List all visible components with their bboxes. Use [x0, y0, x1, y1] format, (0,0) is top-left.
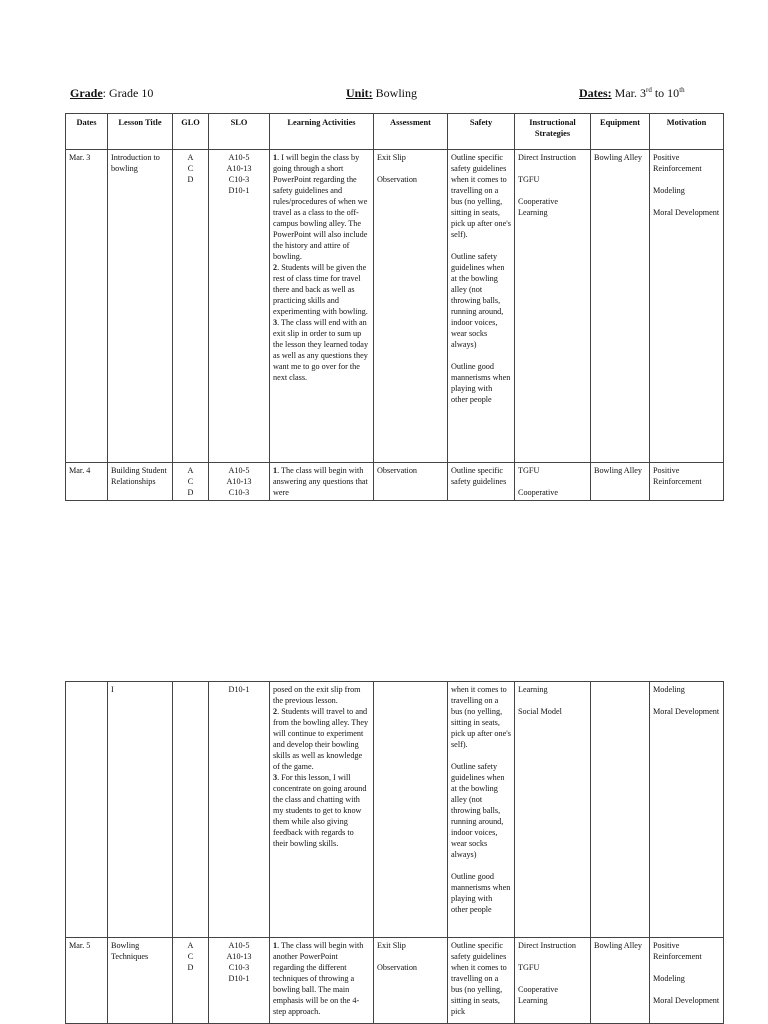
equipment-cell	[591, 682, 650, 938]
glo-item: A	[187, 941, 194, 950]
motivation-cell	[650, 682, 724, 938]
strategy-item: Direct Instruction	[518, 941, 576, 950]
table-row	[66, 150, 724, 463]
assessment-cell	[374, 682, 448, 938]
lesson-title-cell: Building Student Relationships	[108, 463, 173, 501]
safety-item: when it comes to travelling on a bus (no yelling, sitting in seats, pick up after one's self).	[451, 685, 511, 749]
glo-item: D	[187, 963, 194, 972]
date-cell: Mar. 4	[66, 463, 108, 501]
date-cell	[66, 682, 108, 938]
strategy-item: Cooperative	[518, 488, 559, 497]
strategies-cell	[515, 463, 591, 501]
motivation-cell	[650, 938, 724, 1024]
slo-cell	[209, 938, 270, 1024]
activity-text: . Students will be given the rest of class time for travel there and back as well as practicing skills and experimenting with bowling.	[273, 263, 368, 316]
col-header-glo: GLO	[173, 114, 209, 150]
motivation-item: Moral Development	[653, 208, 720, 217]
activity-number: 1	[273, 466, 278, 475]
safety-item: Outline safety guidelines when at the bowling alley (not throwing balls, running around, indoor voices, wear socks always)	[451, 762, 505, 859]
motivation-item: Modeling	[653, 186, 685, 195]
lesson-title-cell: Bowling Techniques	[108, 938, 173, 1024]
col-header-safety: Safety	[448, 114, 515, 150]
activity-number: 2	[273, 263, 278, 272]
motivation-item: Moral Development	[653, 996, 720, 1005]
glo-cell	[173, 150, 209, 463]
dates-heading	[579, 86, 685, 101]
strategy-item: TGFU	[518, 466, 540, 475]
col-header-dates: Dates	[66, 114, 108, 150]
glo-cell	[173, 682, 209, 938]
assessment-cell: Observation	[374, 463, 448, 501]
learning-activities-cell	[270, 938, 374, 1024]
activity-text: . For this lesson, I will concentrate on going around the class and chatting with my students to get to know them while also giving feedback with regards to their bowling skills.	[273, 773, 367, 848]
safety-cell: Outline specific safety guidelines	[448, 463, 515, 501]
slo-item: A10-5	[228, 153, 250, 162]
slo-item: C10-3	[228, 488, 250, 497]
date-cell: Mar. 3	[66, 150, 108, 463]
motivation-cell	[650, 150, 724, 463]
slo-item: D10-1	[228, 974, 250, 983]
col-header-motivation: Motivation	[650, 114, 724, 150]
slo-item: C10-3	[228, 175, 250, 184]
motivation-cell: Positive Reinforcement	[650, 463, 724, 501]
unit-value: Bowling	[372, 86, 418, 100]
activity-text: . I will begin the class by going through a short PowerPoint regarding the safety guidelines and rules/procedures of when we travel as a class to the off-campus bowling alley. The PowerPoint will also include the history and attire of bowling.	[273, 153, 368, 261]
glo-item: A	[187, 466, 194, 475]
learning-activities-cell	[270, 682, 374, 938]
strategy-item: Social Model	[518, 707, 562, 716]
motivation-item: Modeling	[653, 974, 685, 983]
activity-item	[273, 263, 368, 316]
glo-item: A	[187, 153, 194, 162]
activity-number: 1	[273, 941, 278, 950]
strategy-item: TGFU	[518, 963, 540, 972]
safety-cell: Outline specific safety guidelines when it comes to travelling on a bus (no yelling, sitting in seats, pick	[448, 938, 515, 1024]
strategies-cell	[515, 150, 591, 463]
dates-label: Dates:	[579, 86, 612, 100]
activity-text: . Students will travel to and from the bowling alley. They will continue to experiment and develop their bowling skills as well as knowledge of the game.	[273, 707, 369, 771]
date-cell: Mar. 5	[66, 938, 108, 1024]
unit-label: Unit:	[346, 86, 373, 100]
slo-cell	[209, 463, 270, 501]
motivation-item: Positive Reinforcement	[653, 153, 702, 173]
glo-item: D	[187, 488, 194, 497]
col-header-learning-activities: Learning Activities	[270, 114, 374, 150]
table-row	[66, 463, 724, 501]
safety-cell	[448, 682, 515, 938]
glo-item: D	[187, 175, 194, 184]
slo-item: A10-13	[226, 477, 252, 486]
activity-item	[273, 318, 368, 382]
assessment-item: Observation	[377, 963, 418, 972]
activity-item	[273, 773, 366, 848]
safety-item: Outline good mannerisms when playing with other people	[451, 872, 511, 914]
assessment-cell	[374, 150, 448, 463]
assessment-item: Exit Slip	[377, 941, 406, 950]
slo-cell: D10-1	[209, 682, 270, 938]
slo-item: A10-5	[228, 941, 250, 950]
glo-item: C	[187, 477, 194, 486]
safety-item: Outline safety guidelines when at the bowling alley (not throwing balls, running around, indoor voices, wear socks always)	[451, 252, 505, 349]
col-header-slo: SLO	[209, 114, 270, 150]
activity-number: 3	[273, 318, 278, 327]
strategy-item: Cooperative Learning	[518, 985, 559, 1005]
glo-cell	[173, 463, 209, 501]
learning-activities-cell	[270, 150, 374, 463]
assessment-item: Observation	[377, 175, 418, 184]
activity-text: . The class will begin with answering any questions that were	[273, 466, 368, 497]
lesson-title-cell: Introduction to bowling	[108, 150, 173, 463]
glo-item: C	[187, 952, 194, 961]
lesson-plan-table-page2	[65, 681, 724, 1024]
strategy-item: Learning	[518, 685, 548, 694]
dates-end: to 10	[651, 86, 680, 100]
assessment-cell	[374, 938, 448, 1024]
grade-heading	[70, 86, 153, 101]
table-header-row	[66, 114, 724, 150]
slo-item: A10-5	[228, 466, 250, 475]
equipment-cell: Bowling Alley	[591, 463, 650, 501]
grade-label: Grade	[70, 86, 103, 100]
slo-item: A10-13	[226, 952, 252, 961]
col-header-instructional-strategies: Instructional Strategies	[515, 114, 591, 150]
learning-activities-cell	[270, 463, 374, 501]
activity-number: 1	[273, 153, 278, 162]
assessment-item: Exit Slip	[377, 153, 406, 162]
slo-item: C10-3	[228, 963, 250, 972]
grade-value: : Grade 10	[102, 86, 154, 100]
equipment-cell: Bowling Alley	[591, 150, 650, 463]
motivation-item: Modeling	[653, 685, 685, 694]
safety-cell	[448, 150, 515, 463]
strategies-cell	[515, 682, 591, 938]
activity-number: 3	[273, 773, 278, 782]
lesson-title-cell: I	[108, 682, 173, 938]
safety-item: Outline specific safety guidelines when it comes to travelling on a bus (no yelling, sitting in seats, pick up after one's self).	[451, 153, 511, 239]
col-header-lesson-title: Lesson Title	[108, 114, 173, 150]
activity-text: . The class will begin with another PowerPoint regarding the different techniques of throwing a bowling ball. The main emphasis will be on the 4-step approach.	[273, 941, 364, 1016]
table-row	[66, 682, 724, 938]
slo-item: A10-13	[226, 164, 252, 173]
col-header-assessment: Assessment	[374, 114, 448, 150]
activity-item	[273, 707, 368, 771]
strategy-item: Direct Instruction	[518, 153, 576, 162]
slo-cell	[209, 150, 270, 463]
unit-heading	[346, 86, 417, 101]
strategy-item: TGFU	[518, 175, 540, 184]
activity-text: . The class will end with an exit slip in order to sum up the lesson they learned today as well as any questions they want me to go over for the next class.	[273, 318, 369, 382]
col-header-equipment: Equipment	[591, 114, 650, 150]
activity-text: posed on the exit slip from the previous lesson.	[273, 685, 361, 705]
dates-start-suffix: rd	[646, 86, 652, 94]
motivation-item: Moral Development	[653, 707, 720, 716]
glo-cell	[173, 938, 209, 1024]
equipment-cell: Bowling Alley	[591, 938, 650, 1024]
dates-end-suffix: th	[679, 86, 685, 94]
slo-item: D10-1	[228, 186, 250, 195]
activity-number: 2	[273, 707, 278, 716]
activity-item	[273, 153, 367, 261]
strategies-cell	[515, 938, 591, 1024]
safety-item: Outline good mannerisms when playing with other people	[451, 362, 511, 404]
strategy-item: Cooperative Learning	[518, 197, 559, 217]
glo-item: C	[187, 164, 194, 173]
dates-start: Mar. 3	[611, 86, 646, 100]
table-row	[66, 938, 724, 1024]
lesson-plan-table-page1	[65, 113, 724, 501]
motivation-item: Positive Reinforcement	[653, 941, 702, 961]
